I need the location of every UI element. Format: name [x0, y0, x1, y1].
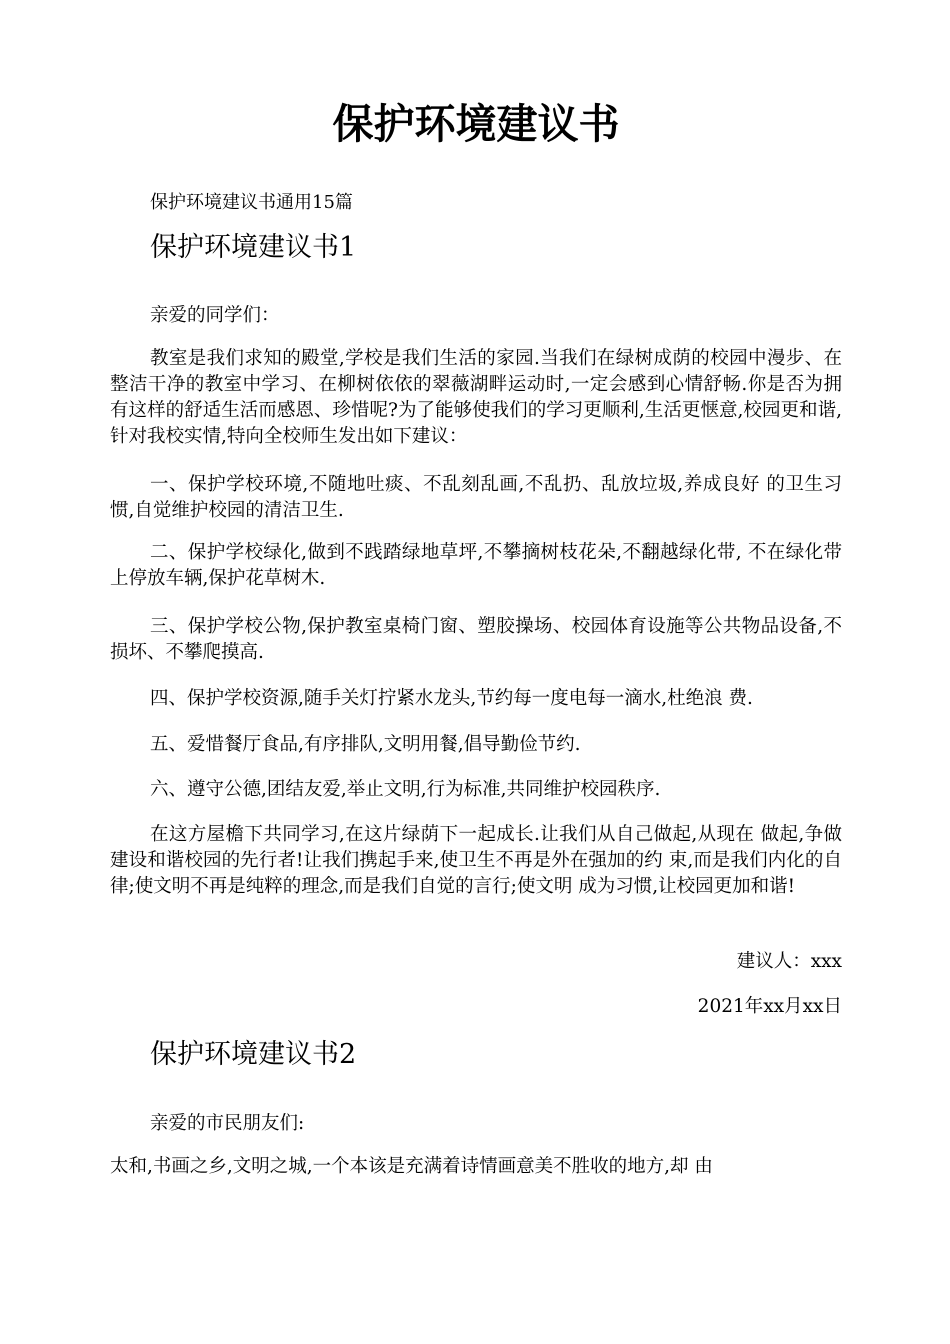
greeting: 亲爱的同学们：	[150, 305, 280, 326]
document-subtitle: 保护环境建议书通用15篇	[150, 192, 353, 213]
paragraph: 一、保护学校环境,不随地吐痰、不乱刻乱画,不乱扔、乱放垃圾,养成良好 的卫生习惯,自觉维护校园的清洁卫生.	[110, 474, 842, 521]
section-heading-number: 1	[339, 232, 357, 263]
paragraph: 四、保护学校资源,随手关灯拧紧水龙头,节约每一度电每一滴水,杜绝浪 费.	[150, 688, 753, 709]
greeting: 亲爱的市民朋友们:	[150, 1113, 305, 1134]
paragraph: 二、保护学校绿化,做到不践踏绿地草坪,不攀摘树枝花朵,不翻越绿化带, 不在绿化带上停放车辆,保护花草树木.	[110, 542, 843, 589]
section-heading-number: 2	[339, 1039, 357, 1070]
signer: 建议人：xxx	[736, 951, 842, 972]
paragraph: 六、遵守公德,团结友爱,举止文明,行为标准,共同维护校园秩序.	[150, 779, 661, 800]
paragraph: 教室是我们求知的殿堂,学校是我们生活的家园.当我们在绿树成荫的校园中漫步、在整洁干净的教室中学习、在柳树依依的翠薇湖畔运动时,一定会感到心情舒畅.你是否为拥有这样的舒适生活而感恩、珍惜呢?为了能够使我们的学习更顺利,生活更惬意,校园更和谐,针对我校实情,特向全校师生发出如下建议：	[110, 348, 842, 447]
document-title: 保护环境建议书	[332, 100, 620, 148]
section-heading-1	[150, 230, 356, 266]
paragraph: 三、保护学校公物,保护教室桌椅门窗、塑胶操场、校园体育设施等公共物品设备,不损坏、不攀爬摸高.	[110, 616, 842, 663]
paragraph: 太和,书画之乡,文明之城,一个本该是充满着诗情画意美不胜收的地方,却 由	[110, 1156, 713, 1177]
paragraph: 在这方屋檐下共同学习,在这片绿荫下一起成长.让我们从自己做起,从现在 做起,争做建设和谐校园的先行者!让我们携起手来,使卫生不再是外在强加的约 束,而是我们内化的自律;使文明不再是纯粹的理念,而是我们自觉的言行;使文明 成为习惯,让校园更加和谐!	[110, 824, 843, 897]
date: 2021年xx月xx日	[697, 996, 842, 1017]
paragraph: 五、爱惜餐厅食品,有序排队,文明用餐,倡导勤俭节约.	[150, 734, 581, 755]
section-heading-2	[150, 1037, 356, 1073]
section-heading-text: 保护环境建议书	[150, 232, 339, 263]
section-heading-text: 保护环境建议书	[150, 1039, 339, 1070]
